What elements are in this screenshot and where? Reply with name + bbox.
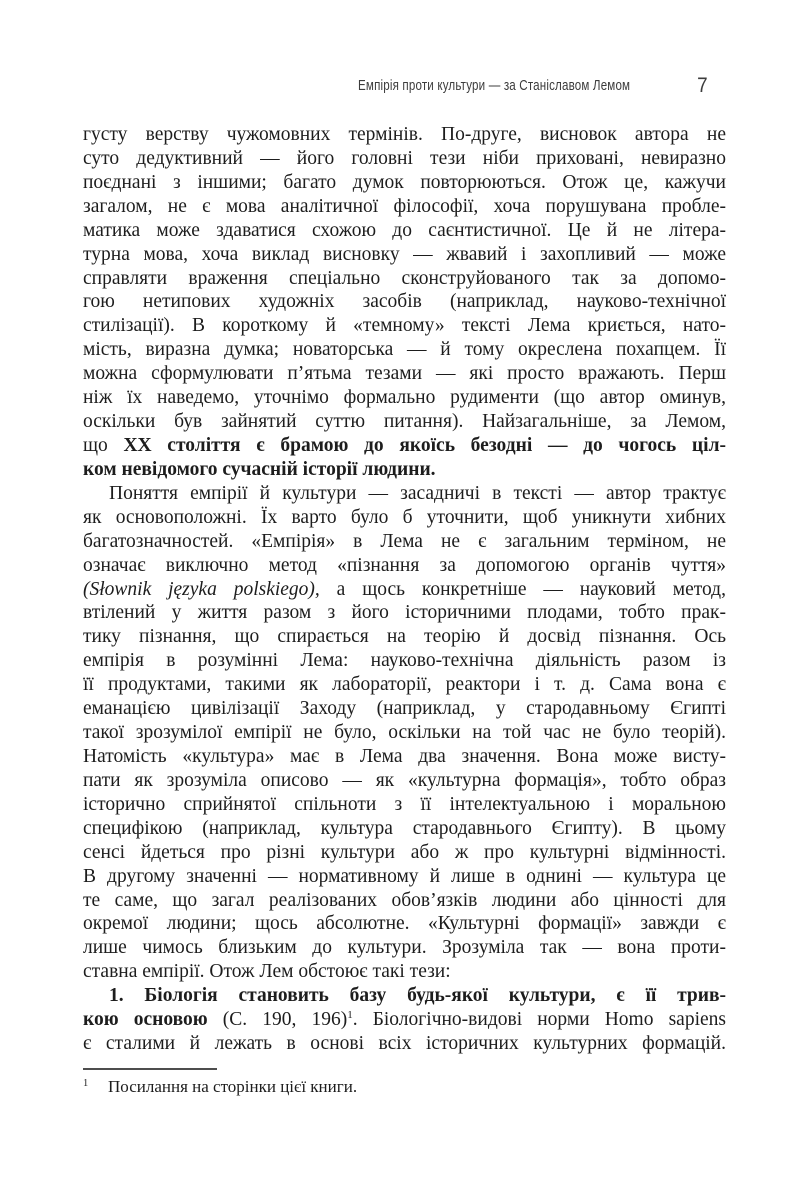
- text-run: означає виключно метод «пізнання за допомогою органів чуття»: [83, 554, 726, 576]
- text-run: В другому значенні — нормативному й лише в однині — культура це: [83, 865, 726, 887]
- text-run: ставна емпірії. Отож Лем обстоює такі тези:: [83, 961, 451, 983]
- text-line: [83, 841, 726, 865]
- text-line: [83, 625, 726, 649]
- text-run: пати як зрозуміла описово — як «культурна формація», тобто образ: [83, 769, 726, 791]
- text-line: [83, 984, 726, 1008]
- footnote-divider: [83, 1068, 217, 1070]
- text-run: мість, виразна думка; новаторська — й тому окреслена похапцем. Її: [83, 339, 726, 361]
- running-header: [0, 74, 708, 96]
- text-run: еманацією цивілізації Заходу (наприклад, у стародавньому Єгипті: [83, 698, 726, 720]
- text-run: те саме, що загал реалізованих обов’язків людини або цінності для: [83, 889, 726, 911]
- text-run: що: [83, 434, 124, 456]
- text-line: [83, 171, 726, 195]
- text-line: [83, 721, 726, 745]
- text-run: ком невідомого сучасній історії людини.: [83, 458, 436, 480]
- text-line: [83, 865, 726, 889]
- footnote-text: Посилання на сторінки цієї книги.: [108, 1077, 358, 1096]
- text-run: сенсі йдеться про різні культури або ж про культурні відмінності.: [83, 841, 726, 863]
- text-run: 1. Біологія становить базу будь-якої культури, є її трив-: [109, 985, 726, 1007]
- text-run: густу верству чужомовних термінів. По-друге, висновок автора не: [83, 124, 726, 145]
- text-run: є сталими й лежать в основі всіх історичних культурних формацій.: [83, 1033, 726, 1055]
- text-run: справляти враження спеціально сконструйованого так за допомо-: [83, 267, 726, 289]
- text-run: матика може здаватися схожою до саєнтистичної. Це й не літера-: [83, 219, 726, 241]
- text-line: [83, 649, 726, 673]
- text-line: [83, 912, 726, 936]
- text-line: [83, 601, 726, 625]
- text-run: специфікою (наприклад, культура стародавнього Єгипту). В цьому: [83, 817, 726, 839]
- text-line: [83, 482, 726, 506]
- text-line: [83, 458, 726, 482]
- text-line: [83, 147, 726, 171]
- text-line: [83, 1032, 726, 1056]
- text-run: оскільки був зайнятий суттю питання). Найзагальніше, за Лемом,: [83, 411, 726, 433]
- text-run: такої зрозумілої емпірії не було, оскільки на той час не було теорій).: [83, 722, 726, 744]
- text-run: а щось конкретніше — науковий метод,: [319, 578, 726, 600]
- text-run: багатозначностей. «Емпірія» в Лема не є загальним терміном, не: [83, 530, 726, 552]
- text-line: [83, 195, 726, 219]
- text-run: втілений у життя разом з його історичними плодами, тобто прак-: [83, 602, 726, 624]
- text-run: гою нетипових художніх засобів (наприклад, науково-технічної: [83, 291, 726, 313]
- text-run: можна сформулювати п’ятьма тезами — які просто вражають. Перш: [83, 363, 726, 385]
- text-line: [83, 1008, 726, 1032]
- text-line: [83, 410, 726, 434]
- text-run: (Słownik języka polskiego),: [83, 578, 320, 600]
- text-line: [83, 936, 726, 960]
- text-line: [83, 290, 726, 314]
- text-run: . Біологічно-видові норми Homo sapiens: [352, 1009, 726, 1031]
- text-line: [83, 386, 726, 410]
- text-run: ХХ століття є брамою до якоїсь безодні — до чогось ціл-: [123, 434, 727, 456]
- text-run: історично сприйнятої спільноти з її інтелектуальною і моральною: [83, 793, 726, 815]
- text-line: [83, 434, 726, 458]
- text-line: [83, 506, 726, 530]
- text-line: [83, 362, 726, 386]
- text-run: ніж їх наведемо, уточнімо формально рудименти (що автор оминув,: [83, 387, 726, 409]
- text-run: як основоположні. Їх варто було б уточнити, щоб уникнути хибних: [83, 506, 726, 528]
- text-line: [83, 314, 726, 338]
- text-line: [83, 338, 726, 362]
- text-line: [83, 697, 726, 721]
- text-line: [83, 673, 726, 697]
- text-run: її продуктами, такими як лабораторії, реактори і т. д. Сама вона є: [83, 674, 726, 696]
- text-line: [83, 219, 726, 243]
- text-line: [83, 578, 726, 602]
- text-run: емпірія в розумінні Лема: науково-технічна діяльність разом із: [83, 650, 726, 672]
- page-number: 7: [697, 74, 708, 97]
- text-run: суто дедуктивний — його головні тези ніби приховані, невиразно: [83, 147, 726, 169]
- text-line: [83, 554, 726, 578]
- text-run: Поняття емпірії й культури — засадничі в тексті — автор трактує: [109, 482, 726, 504]
- text-line: [83, 530, 726, 554]
- text-line: [83, 817, 726, 841]
- text-line: [83, 243, 726, 267]
- text-line: [83, 769, 726, 793]
- text-line: [83, 267, 726, 291]
- text-line: [83, 889, 726, 913]
- running-header-title: Емпірія проти культури — за Станіславом Лемом: [358, 78, 631, 94]
- text-run: окремої людини; щось абсолютне. «Культурні формації» завжди є: [83, 913, 726, 935]
- text-run: поєднані з іншими; багато думок повторюються. Отож це, кажучи: [83, 171, 726, 193]
- text-line: [83, 960, 726, 984]
- text-run: стилізації). В короткому й «темному» тексті Лема криється, нато-: [83, 315, 726, 337]
- text-run: кою основою: [83, 1009, 208, 1031]
- text-run: (С. 190, 196): [207, 1009, 348, 1031]
- text-run: турна мова, хоча виклад висновку — жвавий і захопливий — може: [83, 243, 726, 265]
- text-line: [83, 123, 726, 147]
- page-body: [83, 123, 726, 1056]
- text-run: загалом, не є мова аналітичної філософії, хоча порушувана пробле-: [83, 195, 726, 217]
- footnote-reference: 1: [347, 1009, 353, 1022]
- footnote: 1 Посилання на сторінки цієї книги.: [83, 1077, 358, 1096]
- text-run: тику пізнання, що спирається на теорію й досвід пізнання. Ось: [83, 626, 726, 648]
- text-line: [83, 793, 726, 817]
- text-run: Натомість «культура» має в Лема два значення. Вона може висту-: [83, 745, 726, 767]
- text-run: лише чимось близьким до культури. Зрозуміла так — вона проти-: [83, 937, 726, 959]
- text-line: [83, 745, 726, 769]
